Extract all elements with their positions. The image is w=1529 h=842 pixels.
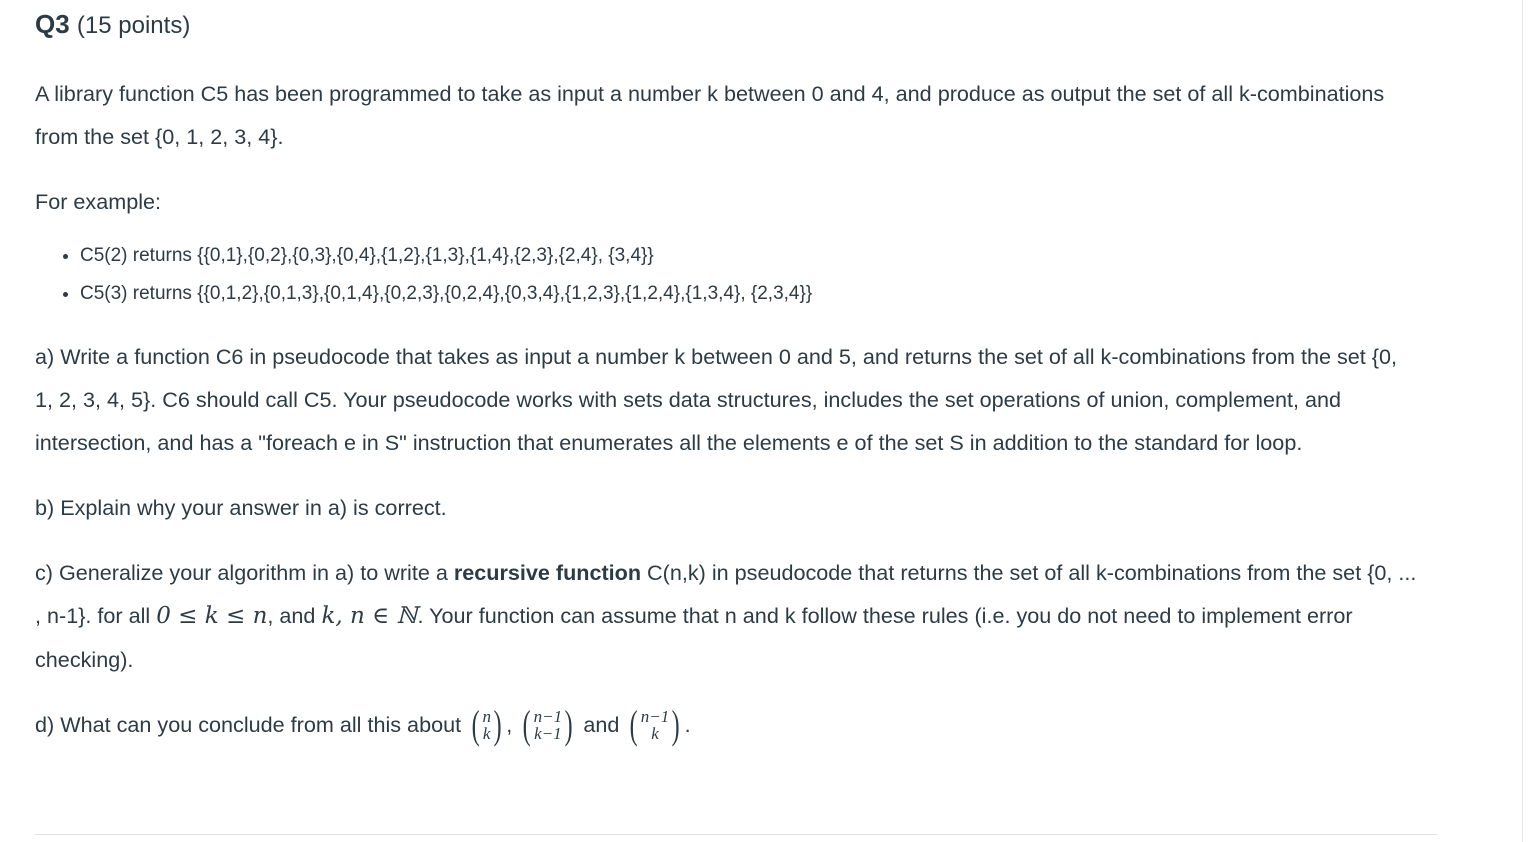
example-label: For example:	[35, 189, 162, 214]
math-inequality: 0 ≤ k ≤ n	[156, 603, 268, 629]
part-d: d) What can you conclude from all this about ( n k ) , ( n−1 k−1 ) and ( n−1 k ) .	[35, 701, 691, 747]
example-list	[35, 237, 1420, 313]
bold-recursive-function: recursive function	[453, 560, 642, 585]
divider	[35, 834, 1437, 835]
binomial-n-k: ( n k )	[471, 701, 502, 747]
binomial-n-1-k-1: ( n−1 k−1 )	[522, 701, 573, 747]
part-b: b) Explain why your answer in a) is correct.	[35, 495, 447, 520]
question-content	[35, 0, 1420, 746]
part-a: a) Write a function C6 in pseudocode that takes as input a number k between 0 and 5, and returns the set of all k-combinations from the set {0, 1, 2, 3, 4, 5}. C6 should call C5. Your pseudocode works with sets data structures, includes the set operations of union, complement, and intersection, and has a "foreach e in S" instruction that enumerates all the elements e of the set S in addition to the standard for loop.	[35, 344, 1397, 455]
binomial-n-1-k: ( n−1 k )	[630, 701, 680, 747]
math-natural-numbers: k, n ∈ ℕ	[321, 603, 418, 629]
part-c: c) Generalize your algorithm in a) to write a recursive function C(n,k) in pseudocode that returns the set of all k-combinations from the set {0, ... , n-1}. for all 0 ≤ k ≤ n, and k, n ∈ ℕ. Your function can assume that n and k follow these rules (i.e. you do not need to implement error checking).	[35, 560, 1417, 672]
scrollbar-track[interactable]	[1522, 0, 1523, 842]
list-item: • C5(3) returns {{0,1,2},{0,1,3},{0,1,4},{0,2,3},{0,2,4},{0,3,4},{1,2,3},{1,2,4},{1,3,4}, {2,3,4}}	[80, 275, 1420, 313]
question-points: (15 points)	[76, 12, 191, 39]
list-item: • C5(2) returns {{0,1},{0,2},{0,3},{0,4},{1,2},{1,3},{1,4},{2,3},{2,4}, {3,4}}	[80, 237, 1420, 275]
intro-paragraph: A library function C5 has been programmed to take as input a number k between 0 and 4, and produce as output the set of all k-combinations from the set {0, 1, 2, 3, 4}.	[35, 81, 1385, 149]
question-title: Q3 (15 points)	[35, 9, 191, 39]
